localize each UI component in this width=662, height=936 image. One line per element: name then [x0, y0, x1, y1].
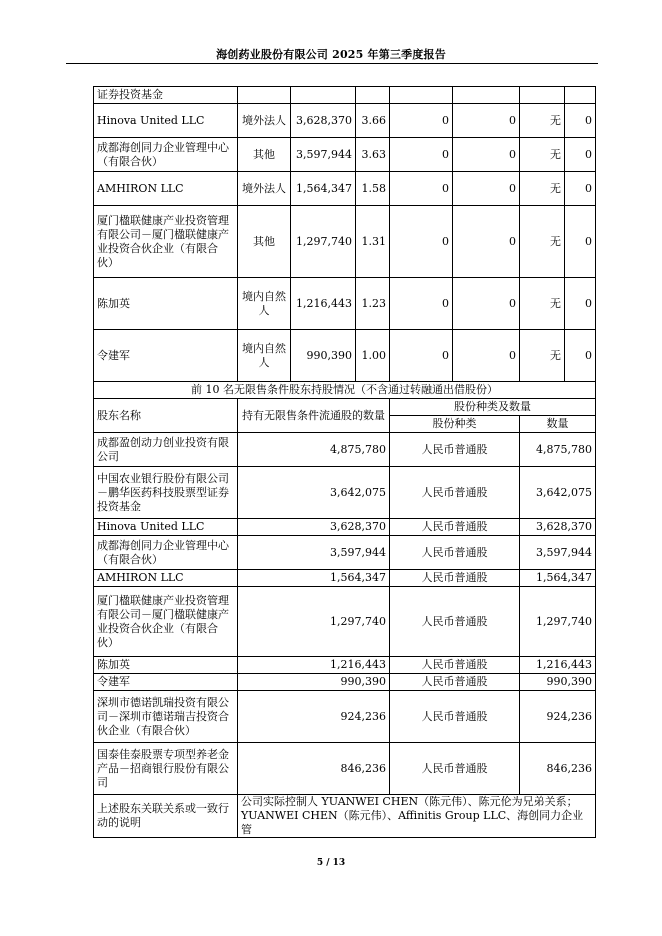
holder-percent: 1.58 — [356, 172, 390, 206]
holder-restricted: 0 — [390, 330, 453, 382]
holder-pledge-qty: 0 — [565, 172, 596, 206]
holder-lent: 0 — [453, 206, 520, 278]
holder-name: 令建军 — [94, 674, 238, 691]
holder-name: Hinova United LLC — [94, 104, 238, 138]
section-title: 前 10 名无限售条件股东持股情况（不含通过转融通出借股份） — [94, 382, 596, 399]
holder-name: Hinova United LLC — [94, 519, 238, 536]
table-row — [94, 570, 596, 587]
column-header-type: 股份种类 — [390, 416, 520, 433]
holder-nature: 境内自然人 — [238, 330, 291, 382]
holder-restricted: 0 — [390, 104, 453, 138]
share-type: 人民币普通股 — [390, 587, 520, 657]
shareholder-table — [93, 86, 596, 838]
holder-lent: 0 — [453, 330, 520, 382]
holder-lent: 0 — [453, 138, 520, 172]
holder-name: 深圳市德诺凯瑞投资有限公司－深圳市德诺瑞吉投资合伙企业（有限合伙） — [94, 691, 238, 743]
holder-restricted: 0 — [390, 172, 453, 206]
share-type: 人民币普通股 — [390, 536, 520, 570]
table-row — [94, 674, 596, 691]
share-type: 人民币普通股 — [390, 657, 520, 674]
holder-lent: 0 — [453, 172, 520, 206]
holder-restricted: 0 — [390, 278, 453, 330]
share-type: 人民币普通股 — [390, 743, 520, 795]
holder-name: 成都盈创动力创业投资有限公司 — [94, 433, 238, 467]
table-row — [94, 795, 596, 838]
holder-name: 厦门楹联健康产业投资管理有限公司－厦门楹联健康产业投资合伙企业（有限合伙） — [94, 587, 238, 657]
holder-shares: 1,216,443 — [291, 278, 356, 330]
holder-pledge-qty: 0 — [565, 104, 596, 138]
holder-unrestricted-qty: 1,297,740 — [238, 587, 390, 657]
holder-unrestricted-qty: 4,875,780 — [238, 433, 390, 467]
header-divider — [66, 63, 598, 64]
holder-pledge-qty: 0 — [565, 206, 596, 278]
holder-shares: 3,628,370 — [291, 104, 356, 138]
related-note-label: 上述股东关联关系或一致行动的说明 — [94, 795, 238, 838]
holder-pledge-status: 无 — [520, 330, 565, 382]
holder-lent: 0 — [453, 104, 520, 138]
share-type: 人民币普通股 — [390, 467, 520, 519]
holder-nature: 其他 — [238, 206, 291, 278]
table-row — [94, 743, 596, 795]
share-count: 924,236 — [520, 691, 596, 743]
table-row — [94, 104, 596, 138]
holder-pledge-status: 无 — [520, 138, 565, 172]
table-row — [94, 467, 596, 519]
holder-name: 中国农业银行股份有限公司－鹏华医药科技股票型证券投资基金 — [94, 467, 238, 519]
share-count: 3,597,944 — [520, 536, 596, 570]
table-row — [94, 691, 596, 743]
holder-unrestricted-qty: 3,597,944 — [238, 536, 390, 570]
holder-percent: 1.23 — [356, 278, 390, 330]
share-count: 3,642,075 — [520, 467, 596, 519]
share-type: 人民币普通股 — [390, 691, 520, 743]
holder-pledge-qty: 0 — [565, 330, 596, 382]
table-row — [94, 172, 596, 206]
holder-unrestricted-qty: 924,236 — [238, 691, 390, 743]
table-header-row — [94, 399, 596, 416]
table-row — [94, 536, 596, 570]
related-note-text: 公司实际控制人 YUANWEI CHEN（陈元伟）、陈元伦为兄弟关系；YUANWEI CHEN（陈元伟）、Affinitis Group LLC、海创同力企业管 — [238, 795, 596, 838]
holder-name: AMHIRON LLC — [94, 172, 238, 206]
holder-nature: 境外法人 — [238, 104, 291, 138]
holder-shares: 1,564,347 — [291, 172, 356, 206]
holder-name: 陈加英 — [94, 278, 238, 330]
holder-unrestricted-qty: 990,390 — [238, 674, 390, 691]
holder-nature: 其他 — [238, 138, 291, 172]
table-row — [94, 206, 596, 278]
table-row — [94, 657, 596, 674]
holder-name: 成都海创同力企业管理中心（有限合伙） — [94, 138, 238, 172]
holder-pledge-status: 无 — [520, 206, 565, 278]
share-type: 人民币普通股 — [390, 570, 520, 587]
page-number: 5 / 13 — [316, 858, 346, 868]
report-header-title: 海创药业股份有限公司 2025 年第三季度报告 — [216, 48, 446, 61]
table-row — [94, 278, 596, 330]
column-header-qty: 持有无限售条件流通股的数量 — [238, 399, 390, 433]
holder-pledge-status: 无 — [520, 278, 565, 330]
holder-pledge-status: 无 — [520, 172, 565, 206]
holder-nature: 境内自然人 — [238, 278, 291, 330]
table-row — [94, 587, 596, 657]
share-count: 846,236 — [520, 743, 596, 795]
holder-percent: 3.66 — [356, 104, 390, 138]
share-type: 人民币普通股 — [390, 433, 520, 467]
holder-nature: 境外法人 — [238, 172, 291, 206]
share-count: 1,216,443 — [520, 657, 596, 674]
share-count: 1,564,347 — [520, 570, 596, 587]
holder-shares: 3,597,944 — [291, 138, 356, 172]
holder-pledge-qty: 0 — [565, 138, 596, 172]
holder-name: 国泰佳泰股票专项型养老金产品－招商银行股份有限公司 — [94, 743, 238, 795]
share-type: 人民币普通股 — [390, 519, 520, 536]
holder-lent: 0 — [453, 278, 520, 330]
table-row — [94, 330, 596, 382]
holder-name: 厦门楹联健康产业投资管理有限公司－厦门楹联健康产业投资合伙企业（有限合伙） — [94, 206, 238, 278]
holder-name: 陈加英 — [94, 657, 238, 674]
holder-unrestricted-qty: 1,216,443 — [238, 657, 390, 674]
column-header-count: 数量 — [520, 416, 596, 433]
column-header-name: 股东名称 — [94, 399, 238, 433]
column-header-type-group: 股份种类及数量 — [390, 399, 596, 416]
holder-name-fragment: 证券投资基金 — [94, 87, 238, 104]
holder-percent: 1.31 — [356, 206, 390, 278]
holder-unrestricted-qty: 1,564,347 — [238, 570, 390, 587]
share-count: 990,390 — [520, 674, 596, 691]
holder-percent: 3.63 — [356, 138, 390, 172]
table-row — [94, 433, 596, 467]
share-count: 3,628,370 — [520, 519, 596, 536]
share-count: 1,297,740 — [520, 587, 596, 657]
table-row — [94, 519, 596, 536]
share-type: 人民币普通股 — [390, 674, 520, 691]
holder-restricted: 0 — [390, 206, 453, 278]
table-row — [94, 138, 596, 172]
holder-pledge-status: 无 — [520, 104, 565, 138]
holder-name: AMHIRON LLC — [94, 570, 238, 587]
holder-pledge-qty: 0 — [565, 278, 596, 330]
table-row — [94, 382, 596, 399]
holder-unrestricted-qty: 3,628,370 — [238, 519, 390, 536]
holder-name: 令建军 — [94, 330, 238, 382]
holder-unrestricted-qty: 846,236 — [238, 743, 390, 795]
holder-unrestricted-qty: 3,642,075 — [238, 467, 390, 519]
holder-restricted: 0 — [390, 138, 453, 172]
holder-percent: 1.00 — [356, 330, 390, 382]
holder-name: 成都海创同力企业管理中心（有限合伙） — [94, 536, 238, 570]
share-count: 4,875,780 — [520, 433, 596, 467]
table-row — [94, 87, 596, 104]
holder-shares: 990,390 — [291, 330, 356, 382]
holder-shares: 1,297,740 — [291, 206, 356, 278]
